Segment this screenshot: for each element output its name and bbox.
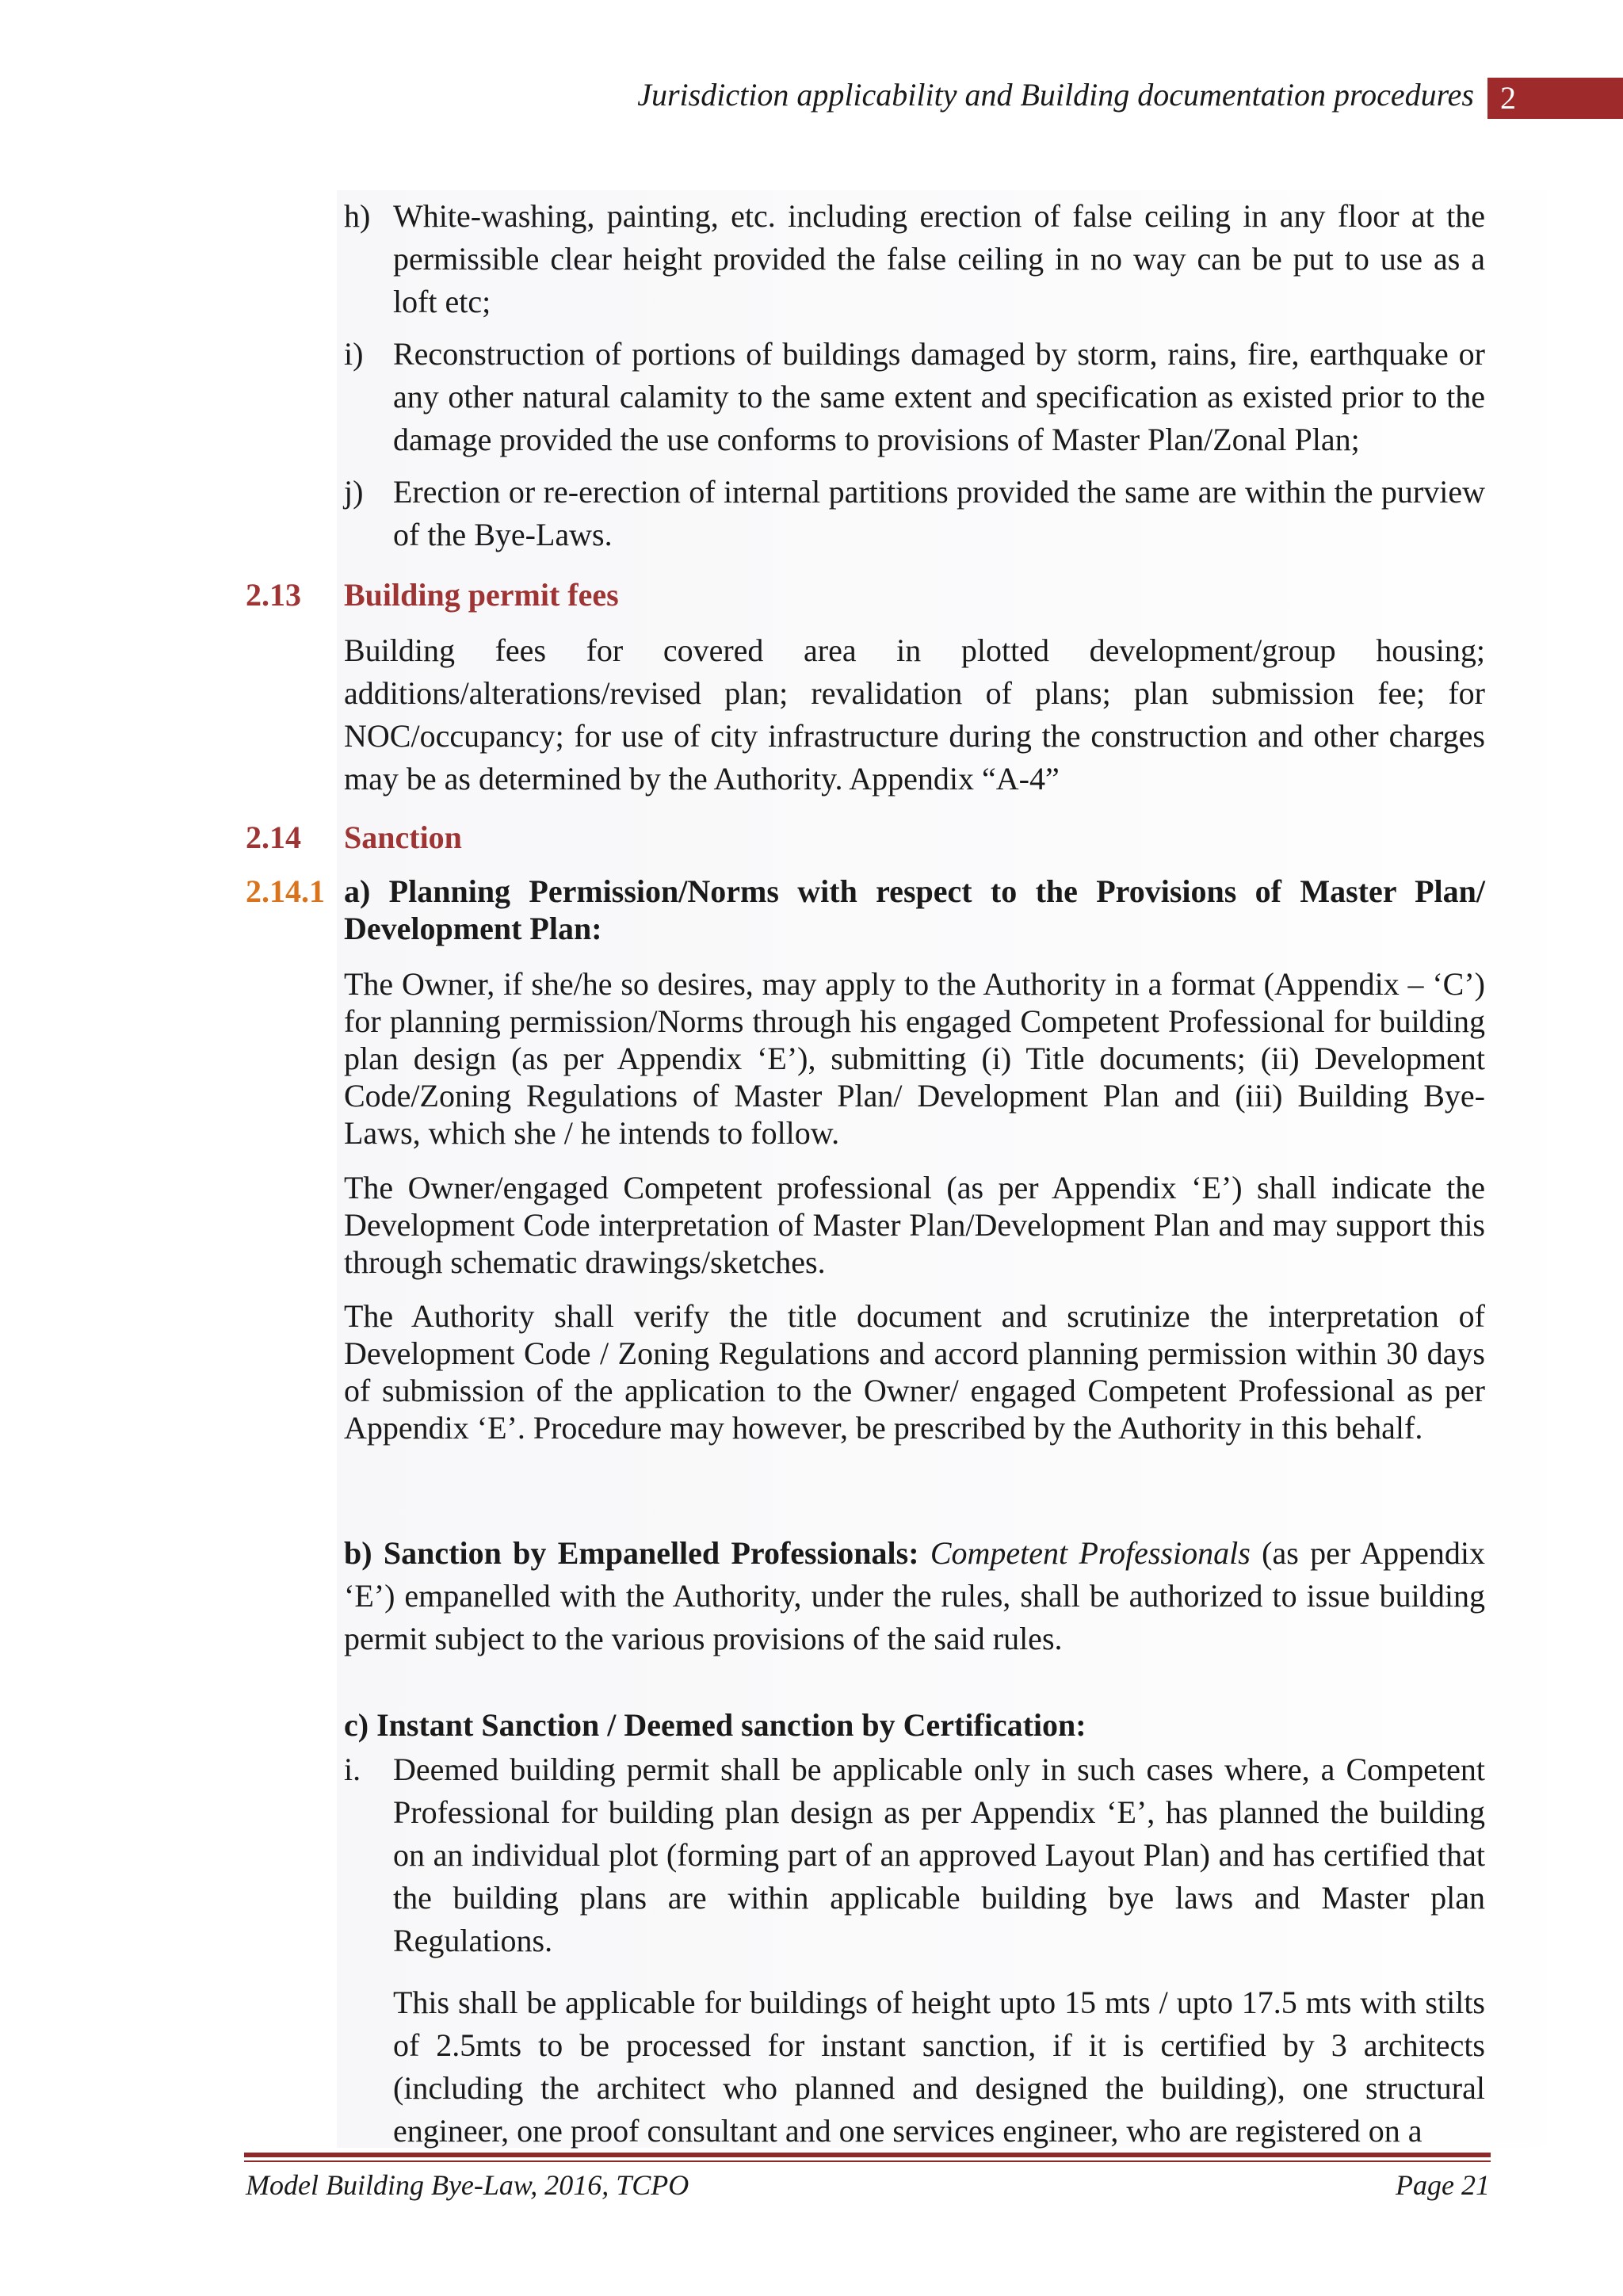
list-item-text: White-washing, painting, etc. including erection of false ceiling in any floor at the permissible clear height provided the false ceiling in no way can be put to use as a loft etc; [393,198,1485,319]
heading-b-italic: Competent Professionals [930,1535,1251,1571]
paragraph-b-text: (as per Appendix ‘E’) empanelled with the Authority, under the rules, shall be authorized to issue building permit subject to the various provisions of the said rules. [344,1535,1486,1656]
list-item-label: h) [344,198,371,234]
footer-document-title: Model Building Bye-Law, 2016, TCPO [246,2169,689,2201]
paragraph-b [344,1532,1485,1660]
list-item-label: j) [344,474,364,510]
list-item-label: i. [344,1752,361,1787]
list-item-label: i) [344,336,364,372]
paragraph: This shall be applicable for buildings of height upto 15 mts / upto 17.5 mts with stilts of 2.5mts to be processed for instant sanction, if it is certified by 3 architects (including the architect who planned and designed the building), one structural engineer, one proof consultant and one services engineer, who are registered on a [393,1985,1485,2149]
list-item-text: Deemed building permit shall be applicable only in such cases where, a Competent Professional for building plan design as per Appendix ‘E’, has planned the building on an individual plot (forming part of an approved Layout Plan) and has certified that the building plans are within applicable building bye laws and Master plan Regulations. [393,1752,1485,1958]
section-body: Building fees for covered area in plotted development/group housing; additions/alterations/revised plan; revalidation of plans; plan submission fee; for NOC/occupancy; for use of city infrastructure during the construction and other charges may be as determined by the Authority. Appendix “A-4” [344,632,1485,797]
chapter-number-badge: 2 [1487,78,1623,119]
list-item [344,333,1485,468]
heading-b: b) Sanction by Empanelled Professionals: [344,1535,919,1571]
section-title: Building permit fees [344,577,619,613]
subsection-heading: a) Planning Permission/Norms with respect to the Provisions of Master Plan/ Development Plan: [344,873,1485,946]
heading-c: c) Instant Sanction / Deemed sanction by Certification: [344,1707,1086,1743]
header-title: Jurisdiction applicability and Building documentation procedures [637,77,1474,113]
footer-page-number: Page 21 [1396,2169,1490,2201]
list-item-text: Reconstruction of portions of buildings damaged by storm, rains, fire, earthquake or any other natural calamity to the same extent and specification as existed prior to the damage provided the use conforms to provisions of Master Plan/Zonal Plan; [393,336,1485,457]
paragraph: The Owner, if she/he so desires, may apply to the Authority in a format (Appendix – ‘C’) for planning permission/Norms through his engaged Competent Professional for building plan design (as per Appendix ‘E’), submitting (i) Title documents; (ii) Development Code/Zoning Regulations of Master Plan/ Development Plan and (iii) Building Bye-Laws, which she / he intends to follow. [344,966,1485,1151]
section-title: Sanction [344,819,462,855]
subsection-number: 2.14.1 [246,873,325,909]
list-item [344,471,1485,562]
footer-rule-thin [244,2160,1491,2162]
section-number: 2.14 [246,819,301,855]
footer-rule [244,2153,1491,2157]
list-item [344,1748,1485,1970]
section-number: 2.13 [246,577,301,613]
paragraph: The Owner/engaged Competent professional (as per Appendix ‘E’) shall indicate the Development Code interpretation of Master Plan/Development Plan and may support this through schematic drawings/sketches. [344,1170,1485,1280]
list-item-text: Erection or re-erection of internal partitions provided the same are within the purview of the Bye-Laws. [393,474,1485,552]
list-item [344,195,1485,330]
paragraph: The Authority shall verify the title document and scrutinize the interpretation of Development Code / Zoning Regulations and accord planning permission within 30 days of submission of the application to the Owner/ engaged Competent Professional as per Appendix ‘E’. Procedure may however, be prescribed by the Authority in this behalf. [344,1298,1485,1446]
